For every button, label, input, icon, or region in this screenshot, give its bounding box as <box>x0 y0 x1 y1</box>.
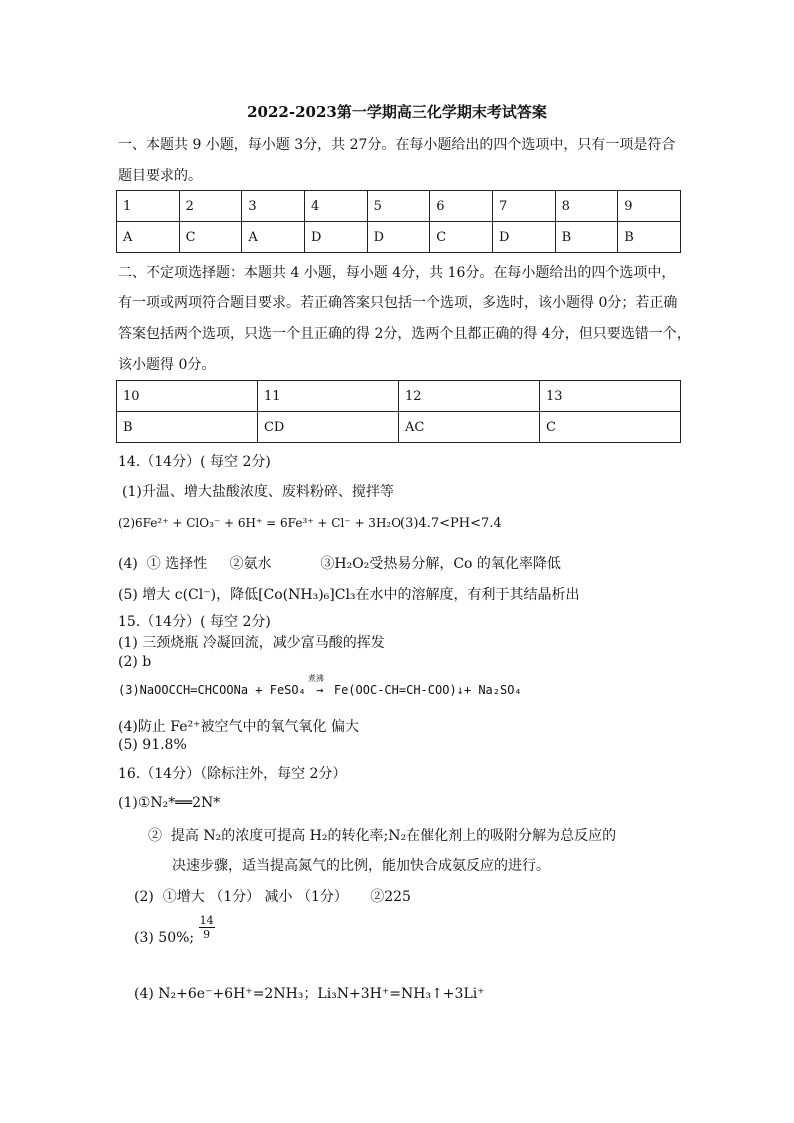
table-cell: 2 <box>179 191 242 222</box>
table-row-numbers <box>117 191 681 222</box>
table-cell: D <box>367 222 430 253</box>
table-cell: 10 <box>117 381 258 412</box>
table-cell: 11 <box>257 381 398 412</box>
table-row-numbers <box>117 381 681 412</box>
q16-part1-a: N₂*══2N* <box>150 795 221 811</box>
q16-part1a <box>118 795 220 811</box>
table-cell: 7 <box>492 191 555 222</box>
q16-part2-a: 增大 （1分） 减小 （1分） <box>176 889 348 905</box>
table-cell: B <box>618 222 681 253</box>
circled-two: ② <box>370 889 385 905</box>
section2-line3: 答案包括两个选项，只选一个且正确的得 2分，选两个且都正确的得 4分，但只要选错一个， <box>118 326 691 342</box>
q14-part2-equation: 6Fe²⁺ + ClO₃⁻ + 6H⁺ = 6Fe³⁺ + Cl⁻ + 3H₂O <box>135 516 402 530</box>
circled-one: ① <box>162 889 177 905</box>
section2-answer-table <box>116 380 681 443</box>
q14-part4 <box>118 553 561 573</box>
table-cell: 3 <box>242 191 305 222</box>
fraction <box>199 914 215 941</box>
q14-part2-label: (2) <box>118 516 135 530</box>
q16-part3 <box>134 914 215 951</box>
q15-part1: (1) 三颈烧瓶 冷凝回流，减少富马酸的挥发 <box>118 635 385 651</box>
table-cell: CD <box>257 412 398 443</box>
table-cell: D <box>304 222 367 253</box>
section2-line4: 该小题得 0分。 <box>118 357 216 373</box>
q15-part3-left: (3)NaOOCCH=CHCOONa + FeSO₄ <box>118 683 306 697</box>
table-row-answers <box>117 222 681 253</box>
q16-part1-b1: 提高 N₂的浓度可提高 H₂的转化率;N₂在催化剂上的吸附分解为总反应的 <box>170 828 617 844</box>
fraction-denominator: 9 <box>203 928 211 941</box>
circled-two: ② <box>148 828 162 844</box>
table-row-answers <box>117 412 681 443</box>
reaction-arrow: 煮沸 → <box>307 674 324 697</box>
section2-line1: 二、不定项选择题：本题共 4 小题，每小题 4分，共 16分。在每小题给出的四个选项中， <box>118 265 676 281</box>
table-cell: 1 <box>117 191 180 222</box>
q16-part2-label: (2) <box>134 889 154 905</box>
circled-one: ① <box>146 556 161 572</box>
q15-part5: (5) 91.8% <box>118 737 187 753</box>
table-cell: B <box>555 222 618 253</box>
table-cell: 4 <box>304 191 367 222</box>
reaction-condition: 煮沸 <box>307 674 324 683</box>
table-cell: 5 <box>367 191 430 222</box>
q16-part2-b: 225 <box>384 889 411 905</box>
q16-header: 16.（14分）（除标注外，每空 2分） <box>118 766 347 782</box>
q14-part4-a: 选择性 <box>165 556 208 572</box>
q15-part3-right: Fe(OOC-CH=CH-COO)↓+ Na₂SO₄ <box>333 683 522 697</box>
fraction-numerator: 14 <box>199 914 214 927</box>
section2-line2: 有一项或两项符合题目要求。若正确答案只包括一个选项，多选时，该小题得 0分；若正确 <box>118 295 678 311</box>
table-cell: C <box>540 412 681 443</box>
q16-part1-b2: 决速步骤，适当提高氮气的比例，能加快合成氨反应的进行。 <box>172 858 550 874</box>
table-cell: A <box>242 222 305 253</box>
q14-part4-c: H₂O₂受热易分解，Co 的氧化率降低 <box>334 556 561 572</box>
table-cell: AC <box>399 412 540 443</box>
q15-part3 <box>118 674 522 697</box>
q14-part4-label: (4) <box>118 556 138 572</box>
table-cell: 9 <box>618 191 681 222</box>
document-title: 2022-2023第一学期高三化学期末考试答案 <box>247 103 547 121</box>
table-cell: 13 <box>540 381 681 412</box>
table-cell: 12 <box>399 381 540 412</box>
section1-answer-table <box>116 190 681 253</box>
table-cell: C <box>179 222 242 253</box>
circled-one: ① <box>137 795 151 811</box>
q14-header: 14.（14分）( 每空 2分) <box>118 454 271 470</box>
table-cell: C <box>430 222 493 253</box>
q16-part3-label: (3) 50%; <box>134 929 195 946</box>
q14-part2 <box>118 516 401 530</box>
q14-part3: (3)4.7<PH<7.4 <box>400 516 502 531</box>
q15-part4: (4)防止 Fe²⁺被空气中的氧气氧化 偏大 <box>118 719 359 735</box>
section1-intro-line1: 一、本题共 9 小题，每小题 3分，共 27分。在每小题给出的四个选项中，只有一项是符合 <box>118 137 676 153</box>
q16-part1-label: (1) <box>118 795 138 811</box>
q16-part1b-line1 <box>148 825 616 845</box>
section1-intro-line2: 题目要求的。 <box>118 168 202 184</box>
circled-three: ③ <box>320 556 335 572</box>
q15-part2: (2) b <box>118 654 152 670</box>
table-cell: 6 <box>430 191 493 222</box>
table-cell: A <box>117 222 180 253</box>
q14-part1: (1)升温、增大盐酸浓度、废料粉碎、搅拌等 <box>122 484 394 500</box>
q16-part4: (4) N₂+6e⁻+6H⁺=2NH₃；Li₃N+3H⁺=NH₃↑+3Li⁺ <box>134 986 485 1002</box>
table-cell: B <box>117 412 258 443</box>
table-cell: D <box>492 222 555 253</box>
table-cell: 8 <box>555 191 618 222</box>
circled-two: ② <box>229 556 244 572</box>
q15-header: 15.（14分）( 每空 2分) <box>118 614 271 630</box>
q14-part5: (5) 增大 c(Cl⁻)，降低[Co(NH₃)₆]Cl₃在水中的溶解度，有利于其结晶析出 <box>118 587 580 603</box>
q16-part2 <box>134 886 411 906</box>
q14-part4-b: 氨水 <box>243 556 272 572</box>
